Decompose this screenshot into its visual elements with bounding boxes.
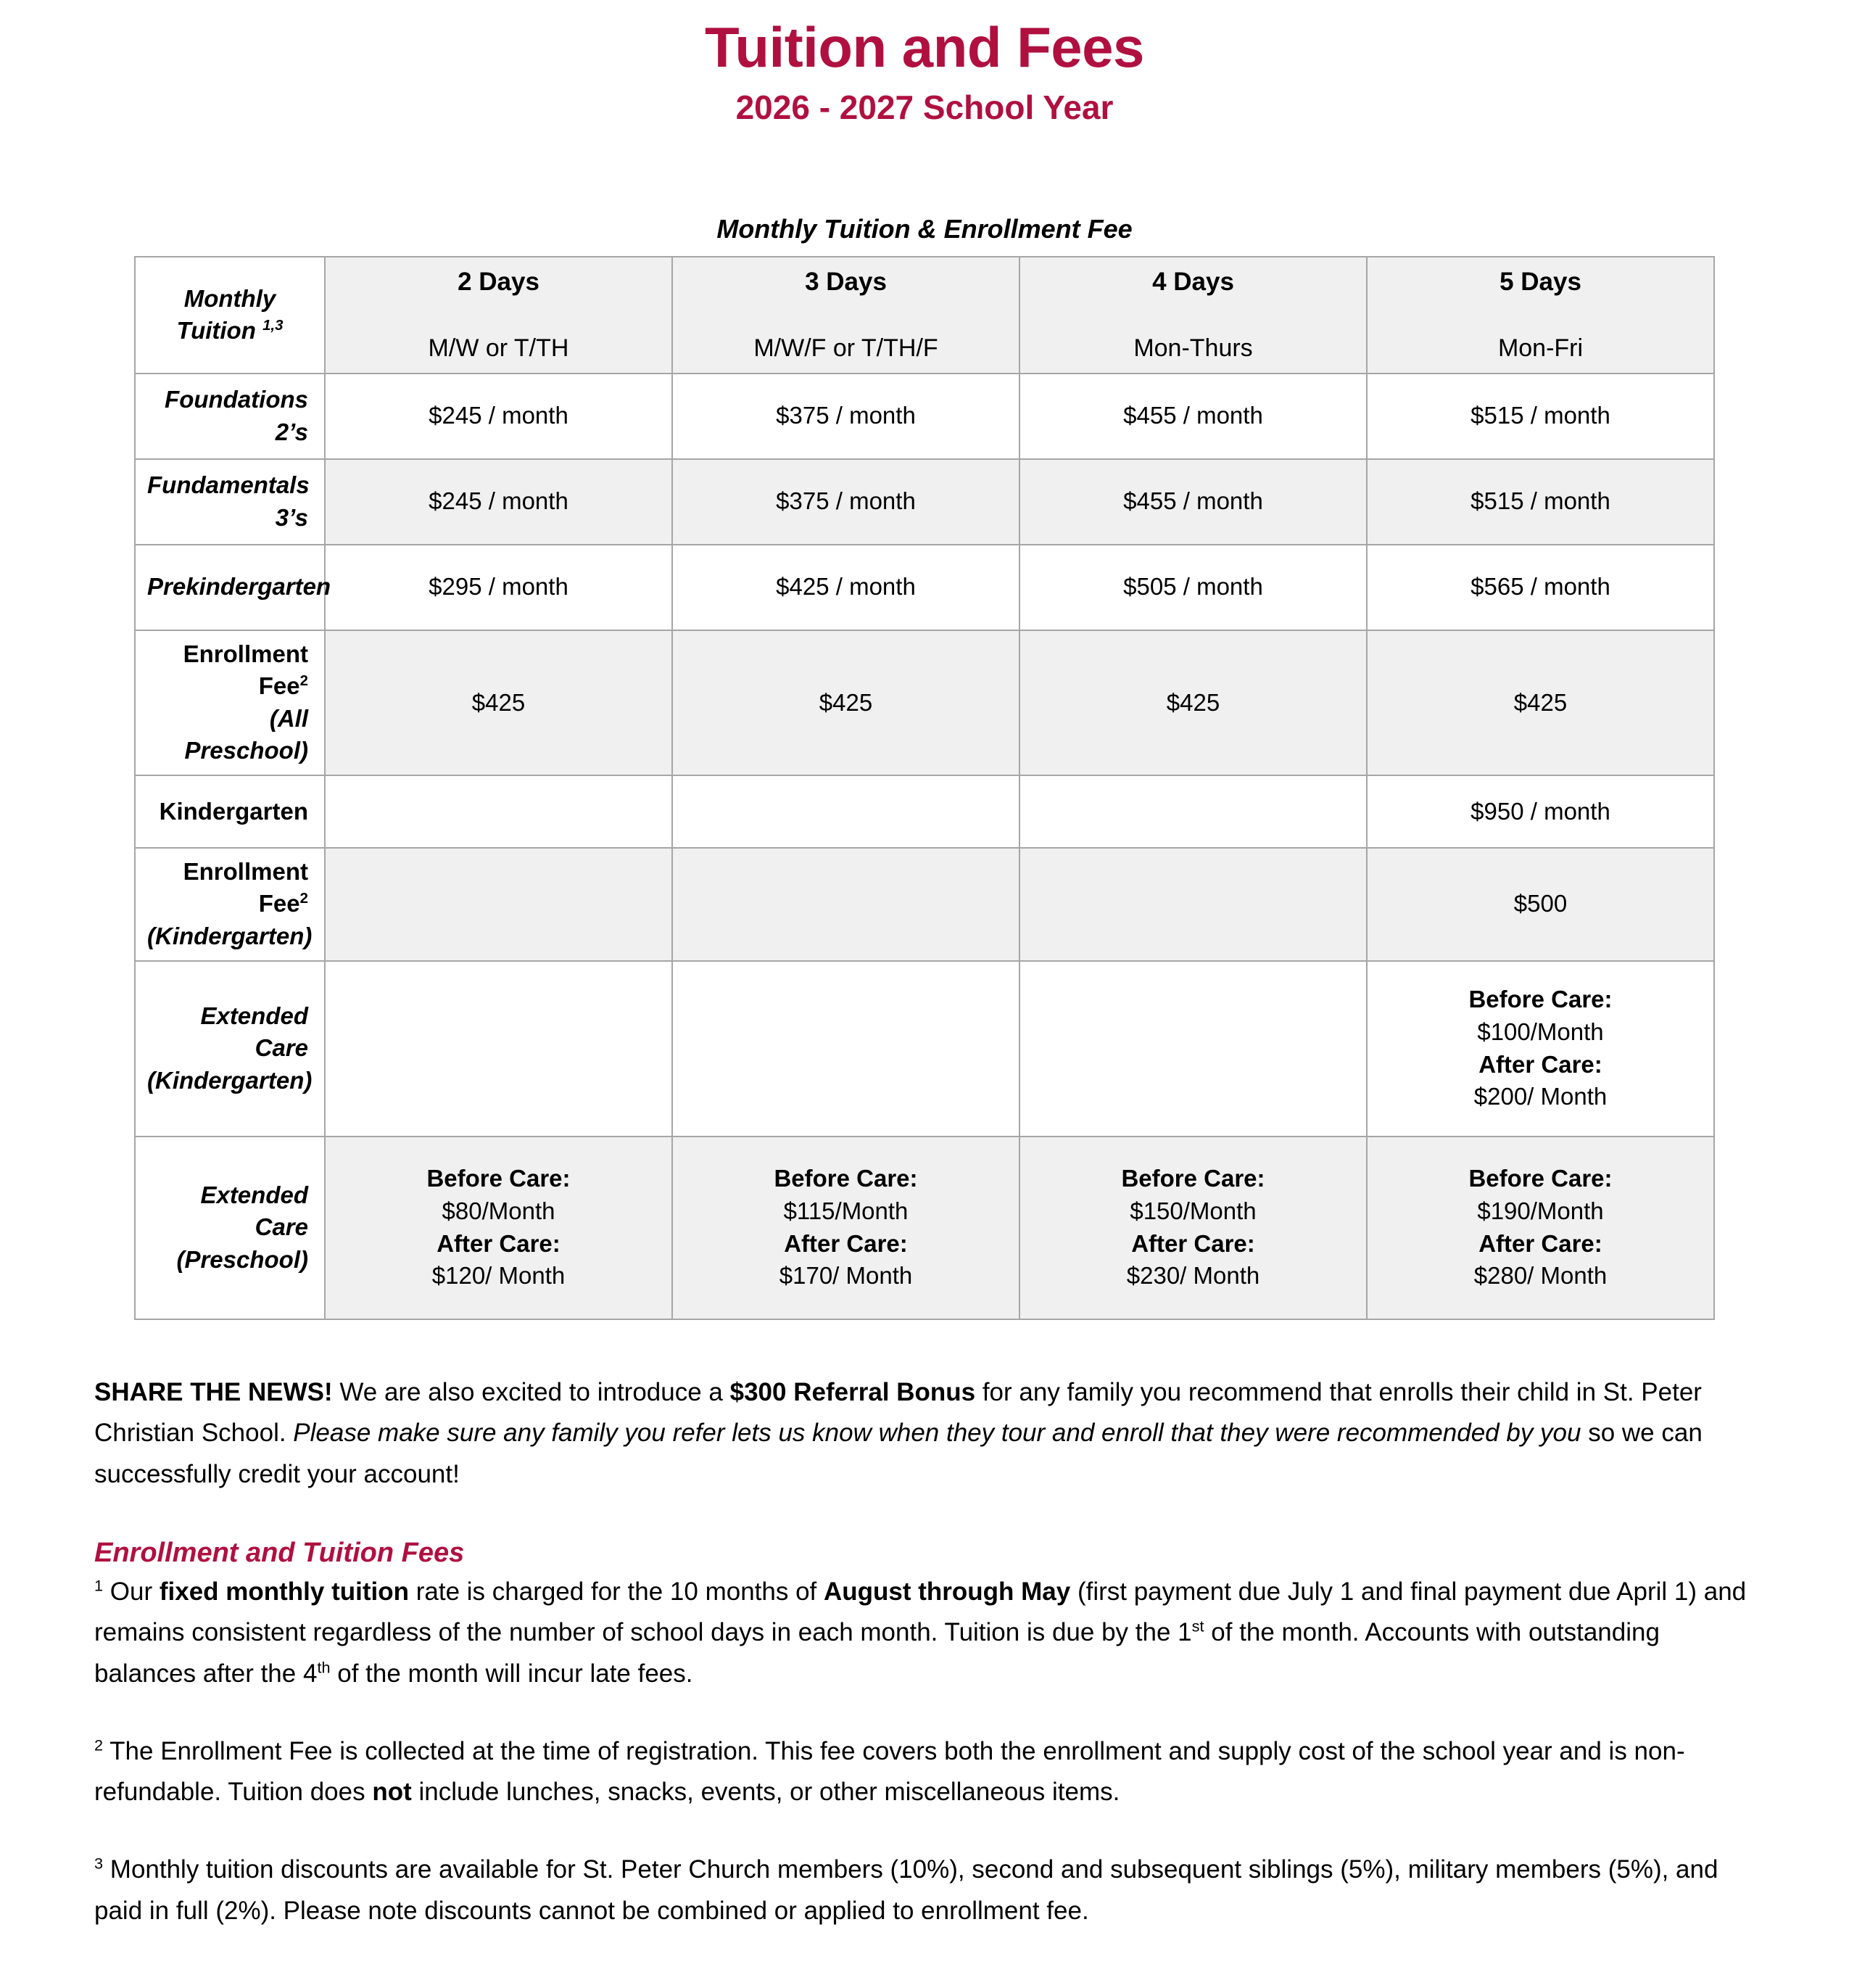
cell-fundamentals-5days: $515 / month bbox=[1367, 459, 1714, 545]
cell-kindergarten-4days bbox=[1019, 775, 1367, 848]
before-care-value: $150/Month bbox=[1130, 1197, 1257, 1224]
row-label-enrollment-fee-preschool bbox=[135, 630, 325, 775]
cell-extcare-p-5days bbox=[1367, 1137, 1714, 1319]
share-news-lead: SHARE THE NEWS! bbox=[94, 1377, 333, 1406]
column-header-2days bbox=[325, 257, 672, 374]
cell-enrollfee-4days: $425 bbox=[1019, 630, 1367, 775]
cell-extcare-p-3days bbox=[672, 1137, 1019, 1319]
column-days-label: 5 Days bbox=[1500, 267, 1581, 296]
cell-extcare-k-2days bbox=[325, 961, 672, 1137]
corner-label-superscript: 1,3 bbox=[262, 317, 284, 334]
cell-foundations-3days: $375 / month bbox=[672, 374, 1019, 459]
column-days-label: 3 Days bbox=[805, 267, 887, 296]
cell-kindergarten-2days bbox=[325, 775, 672, 848]
column-days-label: 4 Days bbox=[1152, 267, 1234, 296]
before-care-label: Before Care: bbox=[1121, 1165, 1265, 1192]
cell-enrollfee-2days: $425 bbox=[325, 630, 672, 775]
footnote-1-ordinal-th: th bbox=[317, 1658, 331, 1677]
row-sublabel-text: (Kindergarten) bbox=[147, 922, 313, 949]
table-row bbox=[135, 961, 1714, 1137]
share-news-text bbox=[94, 1372, 1755, 1496]
before-care-value: $190/Month bbox=[1477, 1197, 1604, 1224]
footnote-1-part-d: of the month. Accounts with outstanding balances after the 4 bbox=[94, 1618, 1660, 1688]
row-label-extended-care-preschool bbox=[135, 1137, 325, 1319]
column-schedule-label: M/W/F or T/TH/F bbox=[753, 334, 938, 362]
cell-kenrollfee-4days bbox=[1019, 848, 1367, 961]
table-row bbox=[135, 374, 1714, 459]
table-header-row bbox=[135, 257, 1714, 374]
after-care-label: After Care: bbox=[1478, 1229, 1602, 1257]
row-sublabel-text: (All Preschool) bbox=[184, 704, 308, 764]
footnote-1-part-e: of the month will incur late fees. bbox=[330, 1659, 693, 1688]
footnote-1-ordinal-st: st bbox=[1191, 1617, 1204, 1636]
share-news-text-1: We are also excited to introduce a bbox=[332, 1377, 730, 1406]
row-label-extended-care-kindergarten bbox=[135, 961, 325, 1137]
cell-prek-3days: $425 / month bbox=[672, 545, 1019, 630]
table-row bbox=[135, 1137, 1714, 1319]
row-label-enrollment-fee-kindergarten bbox=[135, 848, 325, 961]
cell-enrollfee-5days: $425 bbox=[1367, 630, 1714, 775]
footnote-2-part-b: include lunches, snacks, events, or other miscellaneous items. bbox=[411, 1778, 1120, 1807]
table-body bbox=[135, 257, 1714, 1319]
before-care-label: Before Care: bbox=[426, 1165, 571, 1192]
corner-label-text: Monthly Tuition bbox=[176, 284, 276, 345]
after-care-label: After Care: bbox=[784, 1229, 908, 1257]
footnote-3-marker: 3 bbox=[94, 1854, 104, 1873]
cell-foundations-5days: $515 / month bbox=[1367, 374, 1714, 459]
footnote-3 bbox=[94, 1849, 1755, 1931]
row-label-text: Extended Care bbox=[200, 1181, 308, 1241]
row-label-text: Extended Care bbox=[200, 1002, 308, 1062]
cell-extcare-p-4days bbox=[1019, 1137, 1367, 1319]
table-row bbox=[135, 459, 1714, 545]
row-label-foundations-2s: Foundations 2’s bbox=[135, 374, 325, 459]
share-news-text-2: for any family you recommend that enrolls their child in St. Peter Christian School. bbox=[94, 1377, 1702, 1448]
footnote-1-part-c: (first payment due July 1 and final payment due April 1) and remains consistent regardless of the number of school days in each month. Tuition is due by the 1 bbox=[94, 1577, 1747, 1647]
before-care-value: $100/Month bbox=[1477, 1018, 1604, 1045]
footnote-2-part-a: The Enrollment Fee is collected at the time of registration. This fee covers both the enrollment and supply cost of the school year and is non-refundable. Tuition does bbox=[94, 1736, 1685, 1807]
cell-kindergarten-3days bbox=[672, 775, 1019, 848]
footnote-1-bold-b: August through May bbox=[823, 1577, 1071, 1606]
row-label-text: Enrollment Fee bbox=[183, 640, 308, 700]
tuition-fee-table bbox=[134, 256, 1715, 1320]
cell-fundamentals-2days: $245 / month bbox=[325, 459, 672, 545]
share-news-italic: Please make sure any family you refer lets us know when they tour and enroll that they were recommended by you bbox=[293, 1419, 1581, 1448]
row-label-kindergarten: Kindergarten bbox=[135, 775, 325, 848]
footnote-2-marker: 2 bbox=[94, 1735, 104, 1754]
cell-prek-2days: $295 / month bbox=[325, 545, 672, 630]
column-days-label: 2 Days bbox=[458, 267, 539, 296]
cell-enrollfee-3days: $425 bbox=[672, 630, 1019, 775]
table-row bbox=[135, 775, 1714, 848]
table-row bbox=[135, 545, 1714, 630]
referral-bonus-amount: $300 Referral Bonus bbox=[729, 1377, 976, 1406]
cell-kindergarten-5days: $950 / month bbox=[1367, 775, 1714, 848]
column-schedule-label: Mon-Thurs bbox=[1133, 334, 1253, 362]
after-care-label: After Care: bbox=[1478, 1050, 1602, 1078]
cell-kenrollfee-5days: $500 bbox=[1367, 848, 1714, 961]
after-care-value: $280/ Month bbox=[1473, 1262, 1608, 1290]
notes-section-heading: Enrollment and Tuition Fees bbox=[94, 1537, 465, 1568]
row-label-text: Enrollment Fee bbox=[183, 857, 308, 917]
after-care-value: $120/ Month bbox=[431, 1262, 566, 1290]
share-news-paragraph bbox=[94, 1372, 1755, 1496]
column-header-5days bbox=[1367, 257, 1714, 374]
after-care-label: After Care: bbox=[437, 1229, 561, 1257]
title-block bbox=[94, 0, 1755, 128]
column-header-4days bbox=[1019, 257, 1367, 374]
footnote-1-part-b: rate is charged for the 10 months of bbox=[409, 1577, 824, 1606]
share-news-text-3: so we can successfully credit your account! bbox=[94, 1419, 1703, 1488]
after-care-label: After Care: bbox=[1131, 1229, 1255, 1257]
footnote-1-marker: 1 bbox=[94, 1575, 104, 1594]
after-care-value: $200/ Month bbox=[1473, 1083, 1608, 1110]
row-sublabel-text: (Preschool) bbox=[176, 1245, 308, 1273]
column-header-3days bbox=[672, 257, 1019, 374]
cell-prek-4days: $505 / month bbox=[1019, 545, 1367, 630]
row-label-superscript: 2 bbox=[299, 672, 308, 690]
page-subtitle: 2026 - 2027 School Year bbox=[735, 88, 1114, 127]
row-label-fundamentals-3s: Fundamentals 3’s bbox=[135, 459, 325, 545]
footnote-1-part-a: Our bbox=[103, 1577, 160, 1606]
before-care-value: $115/Month bbox=[783, 1197, 909, 1224]
column-schedule-label: Mon-Fri bbox=[1497, 334, 1584, 362]
after-care-value: $230/ Month bbox=[1126, 1262, 1260, 1290]
before-care-label: Before Care: bbox=[774, 1165, 918, 1192]
cell-extcare-k-5days bbox=[1367, 961, 1714, 1137]
page-title: Tuition and Fees bbox=[705, 15, 1144, 79]
row-label-superscript: 2 bbox=[299, 890, 308, 907]
table-corner-label bbox=[135, 257, 325, 374]
column-schedule-label: M/W or T/TH bbox=[428, 334, 569, 362]
cell-extcare-k-4days bbox=[1019, 961, 1367, 1137]
row-sublabel-text: (Kindergarten) bbox=[147, 1066, 313, 1094]
cell-prek-5days: $565 / month bbox=[1367, 545, 1714, 630]
cell-extcare-k-3days bbox=[672, 961, 1019, 1137]
table-caption: Monthly Tuition & Enrollment Fee bbox=[716, 213, 1133, 244]
cell-kenrollfee-3days bbox=[672, 848, 1019, 961]
cell-foundations-2days: $245 / month bbox=[325, 374, 672, 459]
footnote-1 bbox=[94, 1572, 1755, 1695]
after-care-value: $170/ Month bbox=[779, 1262, 913, 1290]
row-label-prekindergarten: Prekindergarten bbox=[135, 545, 325, 630]
before-care-label: Before Care: bbox=[1468, 1165, 1613, 1192]
cell-kenrollfee-2days bbox=[325, 848, 672, 961]
footnote-3-part-a: Monthly tuition discounts are available for St. Peter Church members (10%), second and subsequent siblings (5%), military members (5%), and paid in full (2%). Please note discounts cannot be combined or applied to enrollment fee. bbox=[94, 1855, 1718, 1925]
before-care-value: $80/Month bbox=[442, 1197, 555, 1224]
footnote-2 bbox=[94, 1731, 1755, 1813]
table-row bbox=[135, 848, 1714, 961]
cell-extcare-p-2days bbox=[325, 1137, 672, 1319]
footnote-2-bold-not: not bbox=[372, 1778, 412, 1807]
footnote-1-bold-a: fixed monthly tuition bbox=[159, 1577, 409, 1606]
table-row bbox=[135, 630, 1714, 775]
cell-fundamentals-4days: $455 / month bbox=[1019, 459, 1367, 545]
cell-fundamentals-3days: $375 / month bbox=[672, 459, 1019, 545]
before-care-label: Before Care: bbox=[1468, 986, 1613, 1013]
cell-foundations-4days: $455 / month bbox=[1019, 374, 1367, 459]
